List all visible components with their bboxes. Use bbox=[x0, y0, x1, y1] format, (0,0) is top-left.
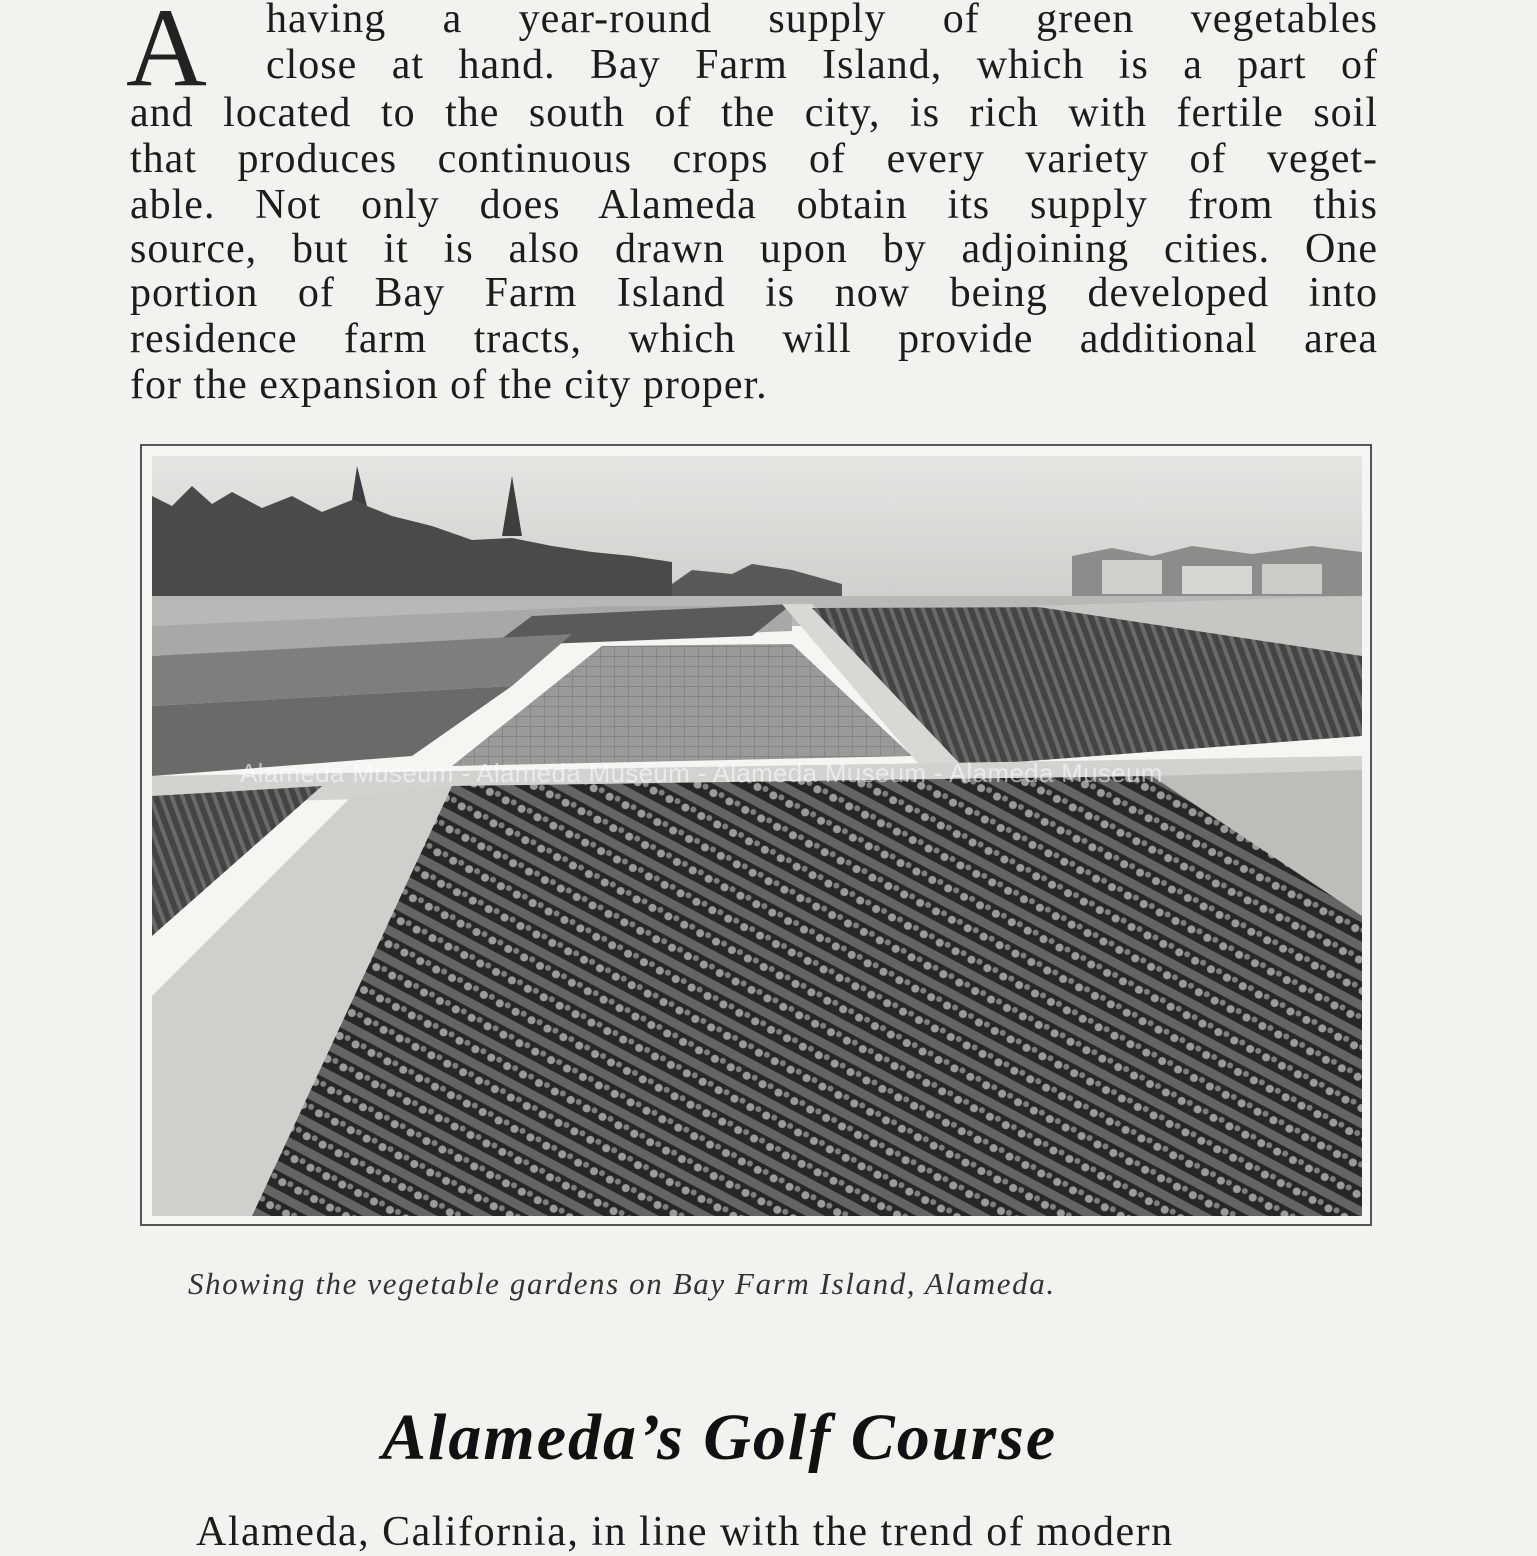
photo-frame bbox=[140, 444, 1372, 1226]
intro-line-8: residence farm tracts, which will provide additional area bbox=[130, 316, 1378, 362]
intro-line-1: having a year-round supply of green vegetables bbox=[266, 0, 1378, 42]
photo-illustration bbox=[152, 456, 1362, 1216]
photo-caption: Showing the vegetable gardens on Bay Farm Island, Alameda. bbox=[188, 1266, 1056, 1301]
section-heading: Alameda’s Golf Course bbox=[382, 1401, 1058, 1474]
intro-line-7: portion of Bay Farm Island is now being developed into bbox=[130, 270, 1378, 316]
intro-line-6: source, but it is also drawn upon by adjoining cities. One bbox=[130, 226, 1378, 272]
watermark: Alameda Museum - Alameda Museum - Alameda Museum - Alameda Museum bbox=[240, 758, 1163, 788]
vegetable-gardens-photo bbox=[152, 456, 1362, 1216]
section-first-line: Alameda, California, in line with the trend of modern bbox=[196, 1509, 1174, 1555]
intro-line-2: close at hand. Bay Farm Island, which is a part of bbox=[266, 42, 1378, 88]
drop-cap: A bbox=[126, 0, 207, 110]
intro-line-9: for the expansion of the city proper. bbox=[130, 362, 768, 408]
intro-line-4: that produces continuous crops of every variety of veget- bbox=[130, 136, 1378, 182]
intro-line-5: able. Not only does Alameda obtain its supply from this bbox=[130, 182, 1378, 228]
intro-line-3: and located to the south of the city, is rich with fertile soil bbox=[130, 90, 1378, 136]
